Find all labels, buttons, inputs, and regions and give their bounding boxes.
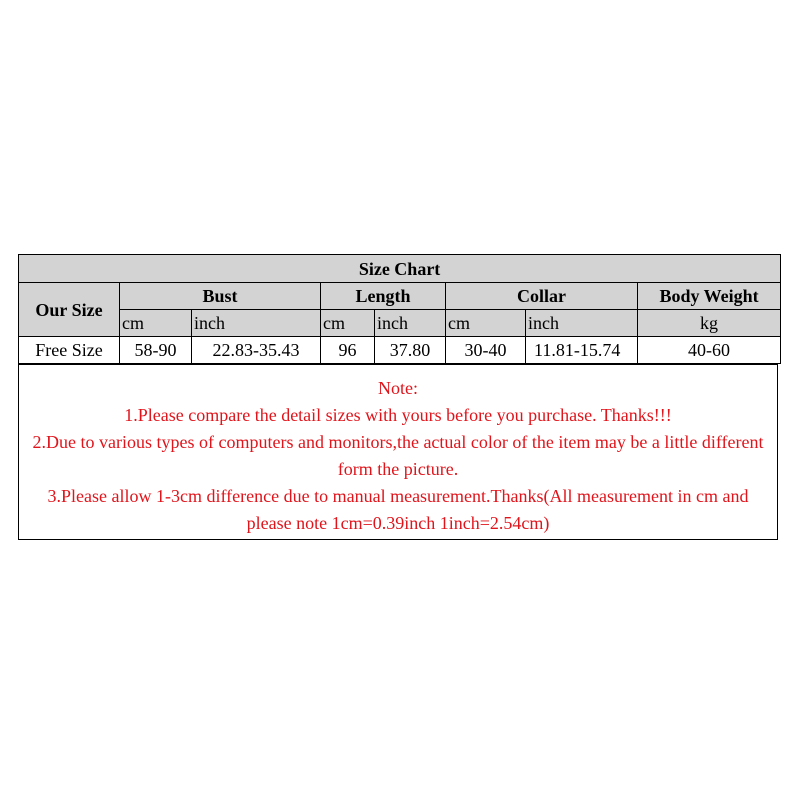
collar-cm-unit: cm: [446, 310, 526, 337]
notes-box: [18, 364, 778, 540]
collar-header: Collar: [446, 283, 638, 310]
bust-cm-unit: cm: [120, 310, 192, 337]
bust-header: Bust: [120, 283, 321, 310]
length-cm-cell: 96: [321, 337, 375, 364]
bust-cm-cell: 58-90: [120, 337, 192, 364]
bust-inch-unit: inch: [192, 310, 321, 337]
size-chart-title: Size Chart: [19, 255, 781, 283]
note-item-2: 2.Due to various types of computers and monitors,the actual color of the item may be a little different form the picture.: [32, 432, 764, 479]
notes-heading: Note:: [378, 378, 418, 398]
size-chart-table: [18, 254, 781, 364]
length-inch-unit: inch: [375, 310, 446, 337]
bust-inch-cell: 22.83-35.43: [192, 337, 321, 364]
table-row: [19, 337, 781, 364]
note-item-3: 3.Please allow 1-3cm difference due to manual measurement.Thanks(All measurement in cm and please note 1cm=0.39inch 1inch=2.54cm): [47, 486, 749, 533]
our-size-header: Our Size: [19, 283, 120, 337]
collar-inch-unit: inch: [526, 310, 638, 337]
length-cm-unit: cm: [321, 310, 375, 337]
length-inch-cell: 37.80: [375, 337, 446, 364]
length-header: Length: [321, 283, 446, 310]
body-weight-cell: 40-60: [638, 337, 781, 364]
note-item-1: 1.Please compare the detail sizes with yours before you purchase. Thanks!!!: [124, 405, 672, 425]
body-weight-unit: kg: [638, 310, 781, 337]
collar-cm-cell: 30-40: [446, 337, 526, 364]
body-weight-header: Body Weight: [638, 283, 781, 310]
size-cell: Free Size: [19, 337, 120, 364]
collar-inch-cell: 11.81-15.74: [526, 337, 638, 364]
